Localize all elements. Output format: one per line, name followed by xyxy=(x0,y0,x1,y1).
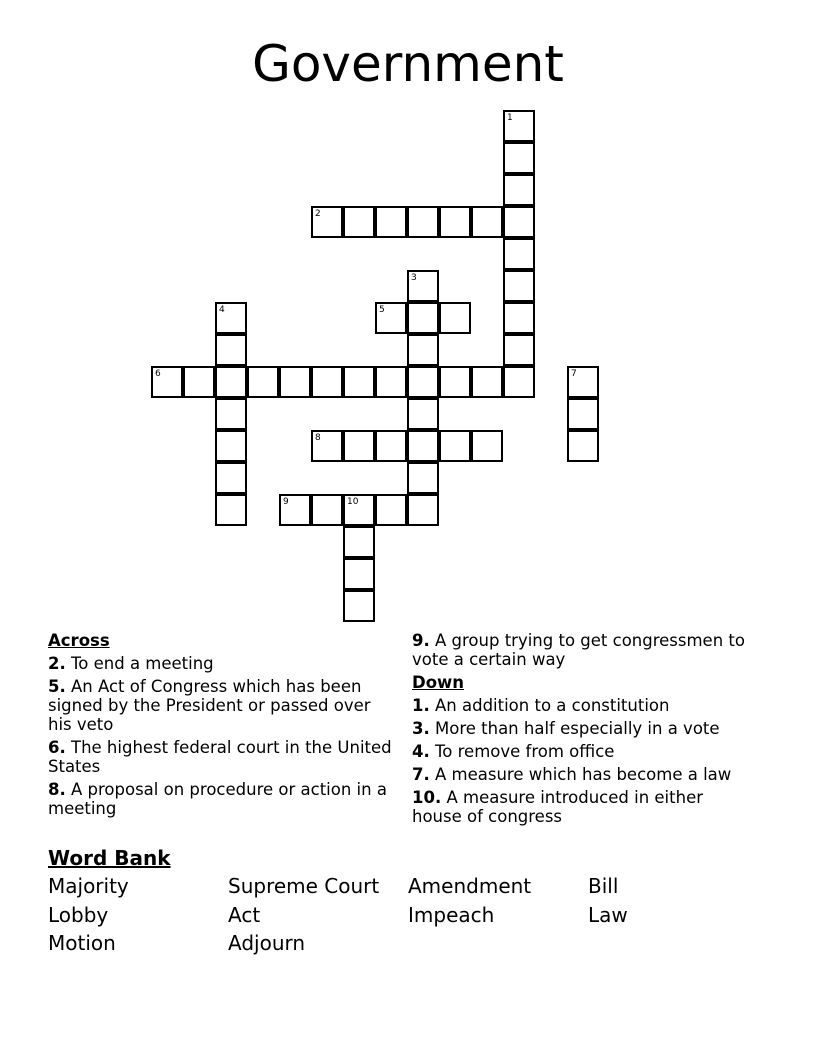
clue-across-5: 5. An Act of Congress which has been signed by the President or passed over his veto xyxy=(48,677,371,734)
crossword-cell[interactable] xyxy=(215,302,247,334)
crossword-cell[interactable] xyxy=(567,430,599,462)
crossword-cell[interactable] xyxy=(343,526,375,558)
word-bank-item: Impeach xyxy=(408,902,495,927)
down-heading: Down xyxy=(412,673,465,692)
cell-number: 5 xyxy=(379,305,385,315)
clue-across-9: 9. A group trying to get congressmen to vote a certain way xyxy=(412,631,745,669)
crossword-cell[interactable] xyxy=(503,238,535,270)
word-bank-heading: Word Bank xyxy=(48,846,171,870)
crossword-cell[interactable] xyxy=(215,334,247,366)
word-bank-item: Supreme Court xyxy=(228,874,380,898)
crossword-cell[interactable] xyxy=(471,206,503,238)
crossword-cell[interactable] xyxy=(343,494,375,526)
word-bank-item: Majority xyxy=(48,874,129,898)
clue-down-1: 1. An addition to a constitution xyxy=(412,696,670,715)
word-bank-item: Motion xyxy=(48,931,116,955)
crossword-cell[interactable] xyxy=(503,206,535,238)
word-bank xyxy=(48,872,768,958)
across-heading: Across xyxy=(48,631,110,650)
crossword-cell[interactable] xyxy=(471,366,503,398)
crossword-cell[interactable] xyxy=(407,366,439,398)
clues-left-column xyxy=(48,631,393,822)
crossword-cell[interactable] xyxy=(247,366,279,398)
crossword-cell[interactable] xyxy=(343,366,375,398)
crossword-cell[interactable] xyxy=(215,430,247,462)
crossword-cell[interactable] xyxy=(343,558,375,590)
word-bank-item: Adjourn xyxy=(228,931,306,955)
crossword-cell[interactable] xyxy=(183,366,215,398)
clue-down-7: 7. A measure which has become a law xyxy=(412,765,732,784)
word-bank-item: Lobby xyxy=(48,902,109,927)
clues-right-column xyxy=(412,631,757,830)
crossword-cell[interactable] xyxy=(215,366,247,398)
crossword-cell[interactable] xyxy=(407,494,439,526)
crossword-cell[interactable] xyxy=(279,494,311,526)
cell-number: 8 xyxy=(315,433,321,443)
crossword-cell[interactable] xyxy=(503,366,535,398)
crossword-cell[interactable] xyxy=(343,206,375,238)
cell-number: 9 xyxy=(283,497,289,507)
cell-number: 7 xyxy=(571,369,577,379)
crossword-cell[interactable] xyxy=(503,174,535,206)
crossword-cell[interactable] xyxy=(375,494,407,526)
word-bank-item: Law xyxy=(588,902,628,927)
crossword-cell[interactable] xyxy=(567,366,599,398)
crossword-cell[interactable] xyxy=(375,206,407,238)
crossword-cell[interactable] xyxy=(215,494,247,526)
crossword-cell[interactable] xyxy=(407,302,439,334)
crossword-cell[interactable] xyxy=(439,366,471,398)
cell-number: 3 xyxy=(411,273,417,283)
crossword-cell[interactable] xyxy=(439,302,471,334)
crossword-cell[interactable] xyxy=(407,270,439,302)
crossword-cell[interactable] xyxy=(311,494,343,526)
crossword-cell[interactable] xyxy=(311,430,343,462)
word-bank-item: Amendment xyxy=(408,874,532,898)
word-bank-item: Bill xyxy=(588,874,619,898)
crossword-cell[interactable] xyxy=(503,110,535,142)
cell-number: 1 xyxy=(507,113,513,123)
crossword-cell[interactable] xyxy=(407,206,439,238)
cell-number: 10 xyxy=(347,497,359,507)
clue-down-10: 10. A measure introduced in either house of congress xyxy=(412,788,704,826)
crossword-cell[interactable] xyxy=(503,302,535,334)
crossword-cell[interactable] xyxy=(439,430,471,462)
crossword-cell[interactable] xyxy=(407,430,439,462)
word-bank-item: Act xyxy=(228,902,261,927)
page-title: Government xyxy=(252,35,564,93)
clue-across-8: 8. A proposal on procedure or action in a meeting xyxy=(48,780,387,818)
cell-number: 6 xyxy=(155,369,161,379)
crossword-cell[interactable] xyxy=(567,398,599,430)
crossword-cell[interactable] xyxy=(343,430,375,462)
crossword-cell[interactable] xyxy=(407,334,439,366)
crossword-cell[interactable] xyxy=(215,462,247,494)
crossword-cell[interactable] xyxy=(503,142,535,174)
crossword-cell[interactable] xyxy=(375,430,407,462)
crossword-cell[interactable] xyxy=(375,366,407,398)
crossword-cell[interactable] xyxy=(407,462,439,494)
crossword-cell[interactable] xyxy=(343,590,375,622)
crossword-cell[interactable] xyxy=(311,206,343,238)
crossword-cell[interactable] xyxy=(439,206,471,238)
crossword-cell[interactable] xyxy=(215,398,247,430)
crossword-cell[interactable] xyxy=(471,430,503,462)
crossword-cell[interactable] xyxy=(503,270,535,302)
cell-number: 2 xyxy=(315,209,321,219)
clue-down-3: 3. More than half especially in a vote xyxy=(412,719,720,738)
crossword-cell[interactable] xyxy=(151,366,183,398)
crossword-cell[interactable] xyxy=(279,366,311,398)
crossword-cell[interactable] xyxy=(311,366,343,398)
clue-across-2: 2. To end a meeting xyxy=(48,654,214,673)
clue-down-4: 4. To remove from office xyxy=(412,742,615,761)
crossword-cell[interactable] xyxy=(503,334,535,366)
cell-number: 4 xyxy=(219,305,225,315)
crossword-cell[interactable] xyxy=(407,398,439,430)
crossword-cell[interactable] xyxy=(375,302,407,334)
clue-across-6: 6. The highest federal court in the United States xyxy=(48,738,392,776)
